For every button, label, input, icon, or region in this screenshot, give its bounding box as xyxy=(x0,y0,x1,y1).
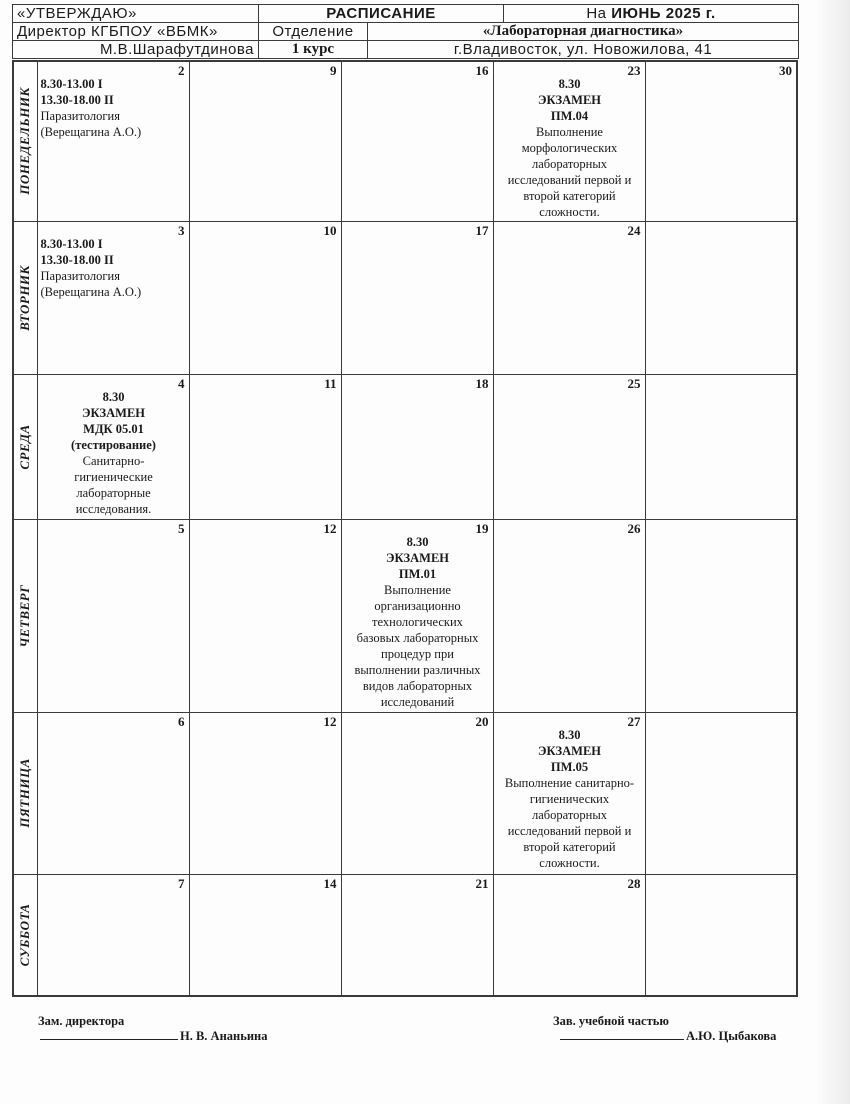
date-number: 27 xyxy=(627,713,641,729)
event-description-line: Выполнение xyxy=(384,582,451,597)
schedule-cell xyxy=(37,61,189,221)
event-heading-line: 13.30-18.00 II xyxy=(40,93,114,107)
day-name: ВТОРНИК xyxy=(17,264,33,331)
schedule-cell xyxy=(37,519,189,712)
day-name: СУББОТА xyxy=(17,903,33,967)
week-row xyxy=(13,221,797,374)
schedule-cell xyxy=(37,874,189,996)
schedule-title: РАСПИСАНИЕ xyxy=(259,5,504,23)
event-heading-line: ПМ.04 xyxy=(550,109,589,123)
event-description-line: морфологических xyxy=(521,141,618,155)
event-description-line: гигиенические xyxy=(74,469,153,484)
date-number: 21 xyxy=(475,875,489,891)
page-edge-shadow xyxy=(818,0,850,1104)
event-description-line: видов лабораторных xyxy=(362,678,473,693)
date-number: 17 xyxy=(475,222,489,238)
date-number: 12 xyxy=(323,520,337,536)
date-number: 2 xyxy=(178,63,185,78)
day-label-cell xyxy=(13,221,37,374)
date-number: 3 xyxy=(178,222,185,238)
schedule-cell xyxy=(341,712,493,874)
date-number: 16 xyxy=(475,63,489,78)
event-description-line: Паразитология xyxy=(40,268,120,283)
date-number: 18 xyxy=(475,375,489,391)
header-row-1 xyxy=(13,5,799,23)
schedule-cell xyxy=(493,519,645,712)
event-content xyxy=(38,62,189,140)
date-number: 26 xyxy=(627,520,641,536)
date-number: 12 xyxy=(323,713,337,729)
week-row xyxy=(13,374,797,519)
event-heading-line: 8.30 xyxy=(558,77,581,91)
event-heading-line: ЭКЗАМЕН xyxy=(537,743,602,758)
header-table xyxy=(12,4,799,59)
schedule-cell xyxy=(493,61,645,221)
approve-label: «УТВЕРЖДАЮ» xyxy=(13,5,259,23)
event-heading-line: 8.30 xyxy=(102,389,125,404)
week-row xyxy=(13,61,797,221)
event-content xyxy=(342,520,493,710)
academic-head-signature xyxy=(560,1029,776,1044)
date-number: 4 xyxy=(178,375,185,391)
date-number: 9 xyxy=(330,63,337,78)
date-number: 25 xyxy=(627,375,641,391)
event-description-line: (Верещагина А.О.) xyxy=(40,284,142,299)
schedule-cell xyxy=(645,519,797,712)
event-heading-line: 8.30 xyxy=(558,727,581,742)
schedule-cell xyxy=(493,712,645,874)
schedule-cell xyxy=(341,874,493,996)
event-description-line: (Верещагина А.О.) xyxy=(40,125,142,139)
signature-line xyxy=(560,1029,684,1040)
address-label: г.Владивосток, ул. Новожилова, 41 xyxy=(368,41,799,59)
event-description-line: гигиенических xyxy=(529,791,610,806)
schedule-cell xyxy=(341,221,493,374)
date-number: 20 xyxy=(475,713,489,729)
schedule-cell xyxy=(645,374,797,519)
week-row xyxy=(13,712,797,874)
director-label: Директор КГБПОУ «ВБМК» xyxy=(13,23,259,41)
event-description-line: второй категорий xyxy=(523,189,616,203)
date-number: 30 xyxy=(779,63,792,78)
event-content xyxy=(494,62,645,220)
schedule-cell xyxy=(341,61,493,221)
event-description-line: лабораторных xyxy=(531,807,607,822)
event-description-line: Паразитология xyxy=(40,109,120,123)
event-description-line: Санитарно- xyxy=(82,453,145,468)
event-description-line: сложности. xyxy=(539,855,600,870)
event-description-line: Выполнение санитарно- xyxy=(504,775,635,790)
date-number: 7 xyxy=(178,875,185,891)
day-name: ПЯТНИЦА xyxy=(17,758,33,828)
date-number: 10 xyxy=(323,222,337,238)
week-row xyxy=(13,519,797,712)
schedule-cell xyxy=(189,61,341,221)
header-row-3 xyxy=(13,41,799,59)
signature-line xyxy=(40,1029,178,1040)
schedule-cell xyxy=(189,874,341,996)
event-description-line: организационно xyxy=(374,598,461,613)
director-name: М.В.Шарафутдинова xyxy=(13,41,259,59)
event-description-line: лабораторных xyxy=(531,157,607,171)
deputy-director-name: Н. В. Ананьина xyxy=(180,1029,268,1043)
schedule-cell xyxy=(645,874,797,996)
event-content xyxy=(38,222,189,300)
date-number: 28 xyxy=(627,875,641,891)
schedule-cell xyxy=(493,874,645,996)
schedule-cell xyxy=(37,712,189,874)
schedule-cell xyxy=(341,374,493,519)
day-label-cell xyxy=(13,519,37,712)
schedule-cell xyxy=(189,519,341,712)
date-number: 19 xyxy=(475,520,489,536)
schedule-cell xyxy=(37,221,189,374)
academic-head-name: А.Ю. Цыбакова xyxy=(686,1029,777,1043)
event-heading-line: ПМ.01 xyxy=(398,566,437,581)
event-description-line: исследования. xyxy=(75,501,152,516)
schedule-grid xyxy=(12,60,798,997)
schedule-cell xyxy=(645,221,797,374)
event-description-line: процедур при xyxy=(381,646,454,661)
event-description-line: технологических xyxy=(372,614,463,629)
month-cell xyxy=(504,5,799,23)
month-label: ИЮНЬ 2025 г. xyxy=(611,5,716,22)
event-content xyxy=(38,375,189,517)
schedule-cell xyxy=(645,712,797,874)
day-name: ЧЕТВЕРГ xyxy=(17,584,33,647)
day-label-cell xyxy=(13,712,37,874)
day-name: СРЕДА xyxy=(17,423,33,470)
event-description-line: исследований первой и xyxy=(507,173,632,187)
date-number: 11 xyxy=(324,375,337,391)
date-number: 5 xyxy=(178,520,185,536)
event-heading-line: ЭКЗАМЕН xyxy=(81,405,146,420)
event-content xyxy=(494,713,645,871)
event-heading-line: 8.30 xyxy=(406,534,429,549)
academic-head-title: Зав. учебной частью xyxy=(553,1014,669,1028)
event-description-line: исследований первой и xyxy=(507,823,632,838)
schedule-cell xyxy=(645,61,797,221)
day-label-cell xyxy=(13,61,37,221)
schedule-cell xyxy=(341,519,493,712)
date-number: 14 xyxy=(323,875,337,891)
date-number: 23 xyxy=(627,63,641,78)
deputy-director-title: Зам. директора xyxy=(38,1014,125,1028)
event-description-line: исследований xyxy=(380,694,455,709)
schedule-cell xyxy=(189,712,341,874)
month-prefix: На xyxy=(586,5,607,22)
event-heading-line: (тестирование) xyxy=(71,437,156,452)
event-heading-line: 8.30-13.00 I xyxy=(40,236,103,251)
day-label-cell xyxy=(13,874,37,996)
week-row xyxy=(13,874,797,996)
event-heading-line: 13.30-18.00 II xyxy=(40,252,114,267)
event-heading-line: ЭКЗАМЕН xyxy=(385,550,450,565)
event-heading-line: 8.30-13.00 I xyxy=(40,77,103,91)
schedule-cell xyxy=(493,221,645,374)
department-label: Отделение xyxy=(259,23,368,41)
header-row-2 xyxy=(13,23,799,41)
schedule-cell xyxy=(189,221,341,374)
deputy-director-signature xyxy=(40,1029,268,1044)
schedule-cell xyxy=(189,374,341,519)
day-name: ПОНЕДЕЛЬНИК xyxy=(17,87,33,196)
event-description-line: базовых лабораторных xyxy=(356,630,479,645)
event-description-line: Выполнение xyxy=(536,125,603,139)
event-heading-line: МДК 05.01 xyxy=(83,421,144,436)
date-number: 24 xyxy=(627,222,641,238)
course-label: 1 курс xyxy=(259,41,368,59)
event-description-line: выполнении различных xyxy=(354,662,481,677)
event-heading-line: ПМ.05 xyxy=(550,759,589,774)
schedule-cell xyxy=(37,374,189,519)
date-number: 6 xyxy=(178,713,185,729)
event-description-line: лабораторные xyxy=(76,485,151,500)
department-name: «Лабораторная диагностика» xyxy=(368,23,799,41)
day-label-cell xyxy=(13,374,37,519)
event-heading-line: ЭКЗАМЕН xyxy=(537,93,602,107)
event-description-line: второй категорий xyxy=(523,839,616,854)
event-description-line: сложности. xyxy=(539,205,600,219)
schedule-cell xyxy=(493,374,645,519)
